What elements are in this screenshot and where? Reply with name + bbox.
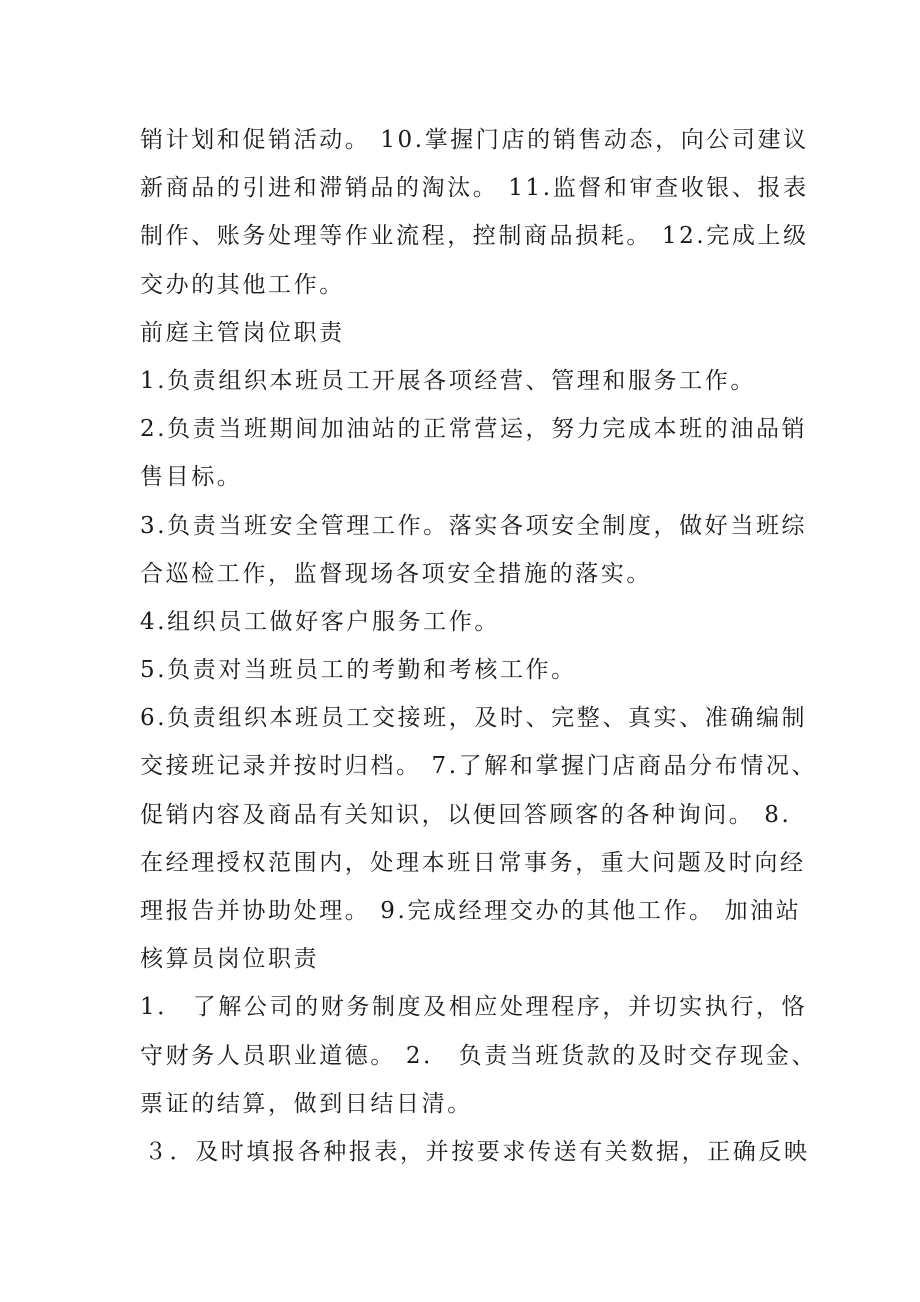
text-line: 6.负责组织本班员工交接班，及时、完整、真实、准确编制 bbox=[140, 705, 808, 732]
text-line: 1.负责组织本班员工开展各项经营、管理和服务工作。 bbox=[140, 367, 756, 394]
text-line: 售目标。 bbox=[140, 464, 243, 491]
text-line: 制作、账务处理等作业流程，控制商品损耗。 12.完成上级 bbox=[140, 223, 809, 250]
text-line: 1． 了解公司的财务制度及相应处理程序，并切实执行，恪 bbox=[140, 994, 808, 1021]
text-line: 3.负责当班安全管理工作。落实各项安全制度，做好当班综 bbox=[140, 512, 808, 539]
text-line: 守财务人员职业道德。 2． 负责当班货款的及时交存现金、 bbox=[140, 1042, 818, 1069]
text-line: 2.负责当班期间加油站的正常营运，努力完成本班的油品销 bbox=[140, 416, 808, 443]
section-heading: 核算员岗位职责 bbox=[140, 946, 320, 973]
text-line: 5.负责对当班员工的考勤和考核工作。 bbox=[140, 657, 577, 684]
text-line: 新商品的引进和滞销品的淘汰。 11.监督和审查收银、报表 bbox=[140, 175, 809, 202]
section-heading: 前庭主管岗位职责 bbox=[140, 319, 345, 346]
text-line: 在经理授权范围内，处理本班日常事务，重大问题及时向经 bbox=[140, 849, 806, 876]
text-line: 促销内容及商品有关知识，以便回答顾客的各种询问。 8. bbox=[140, 801, 792, 828]
text-line: ３．及时填报各种报表，并按要求传送有关数据，正确反映 bbox=[144, 1138, 810, 1165]
document-body bbox=[140, 116, 818, 1176]
text-line: 合巡检工作，监督现场各项安全措施的落实。 bbox=[140, 560, 652, 587]
text-line: 交办的其他工作。 bbox=[140, 271, 345, 298]
text-line: 4.组织员工做好客户服务工作。 bbox=[140, 608, 500, 635]
text-line: 销计划和促销活动。 10.掌握门店的销售动态，向公司建议 bbox=[140, 127, 809, 153]
text-line: 票证的结算，做到日结日清。 bbox=[140, 1090, 473, 1117]
text-line: 理报告并协助处理。 9.完成经理交办的其他工作。 加油站 bbox=[140, 898, 802, 924]
text-line: 交接班记录并按时归档。 7.了解和掌握门店商品分布情况、 bbox=[140, 753, 818, 780]
